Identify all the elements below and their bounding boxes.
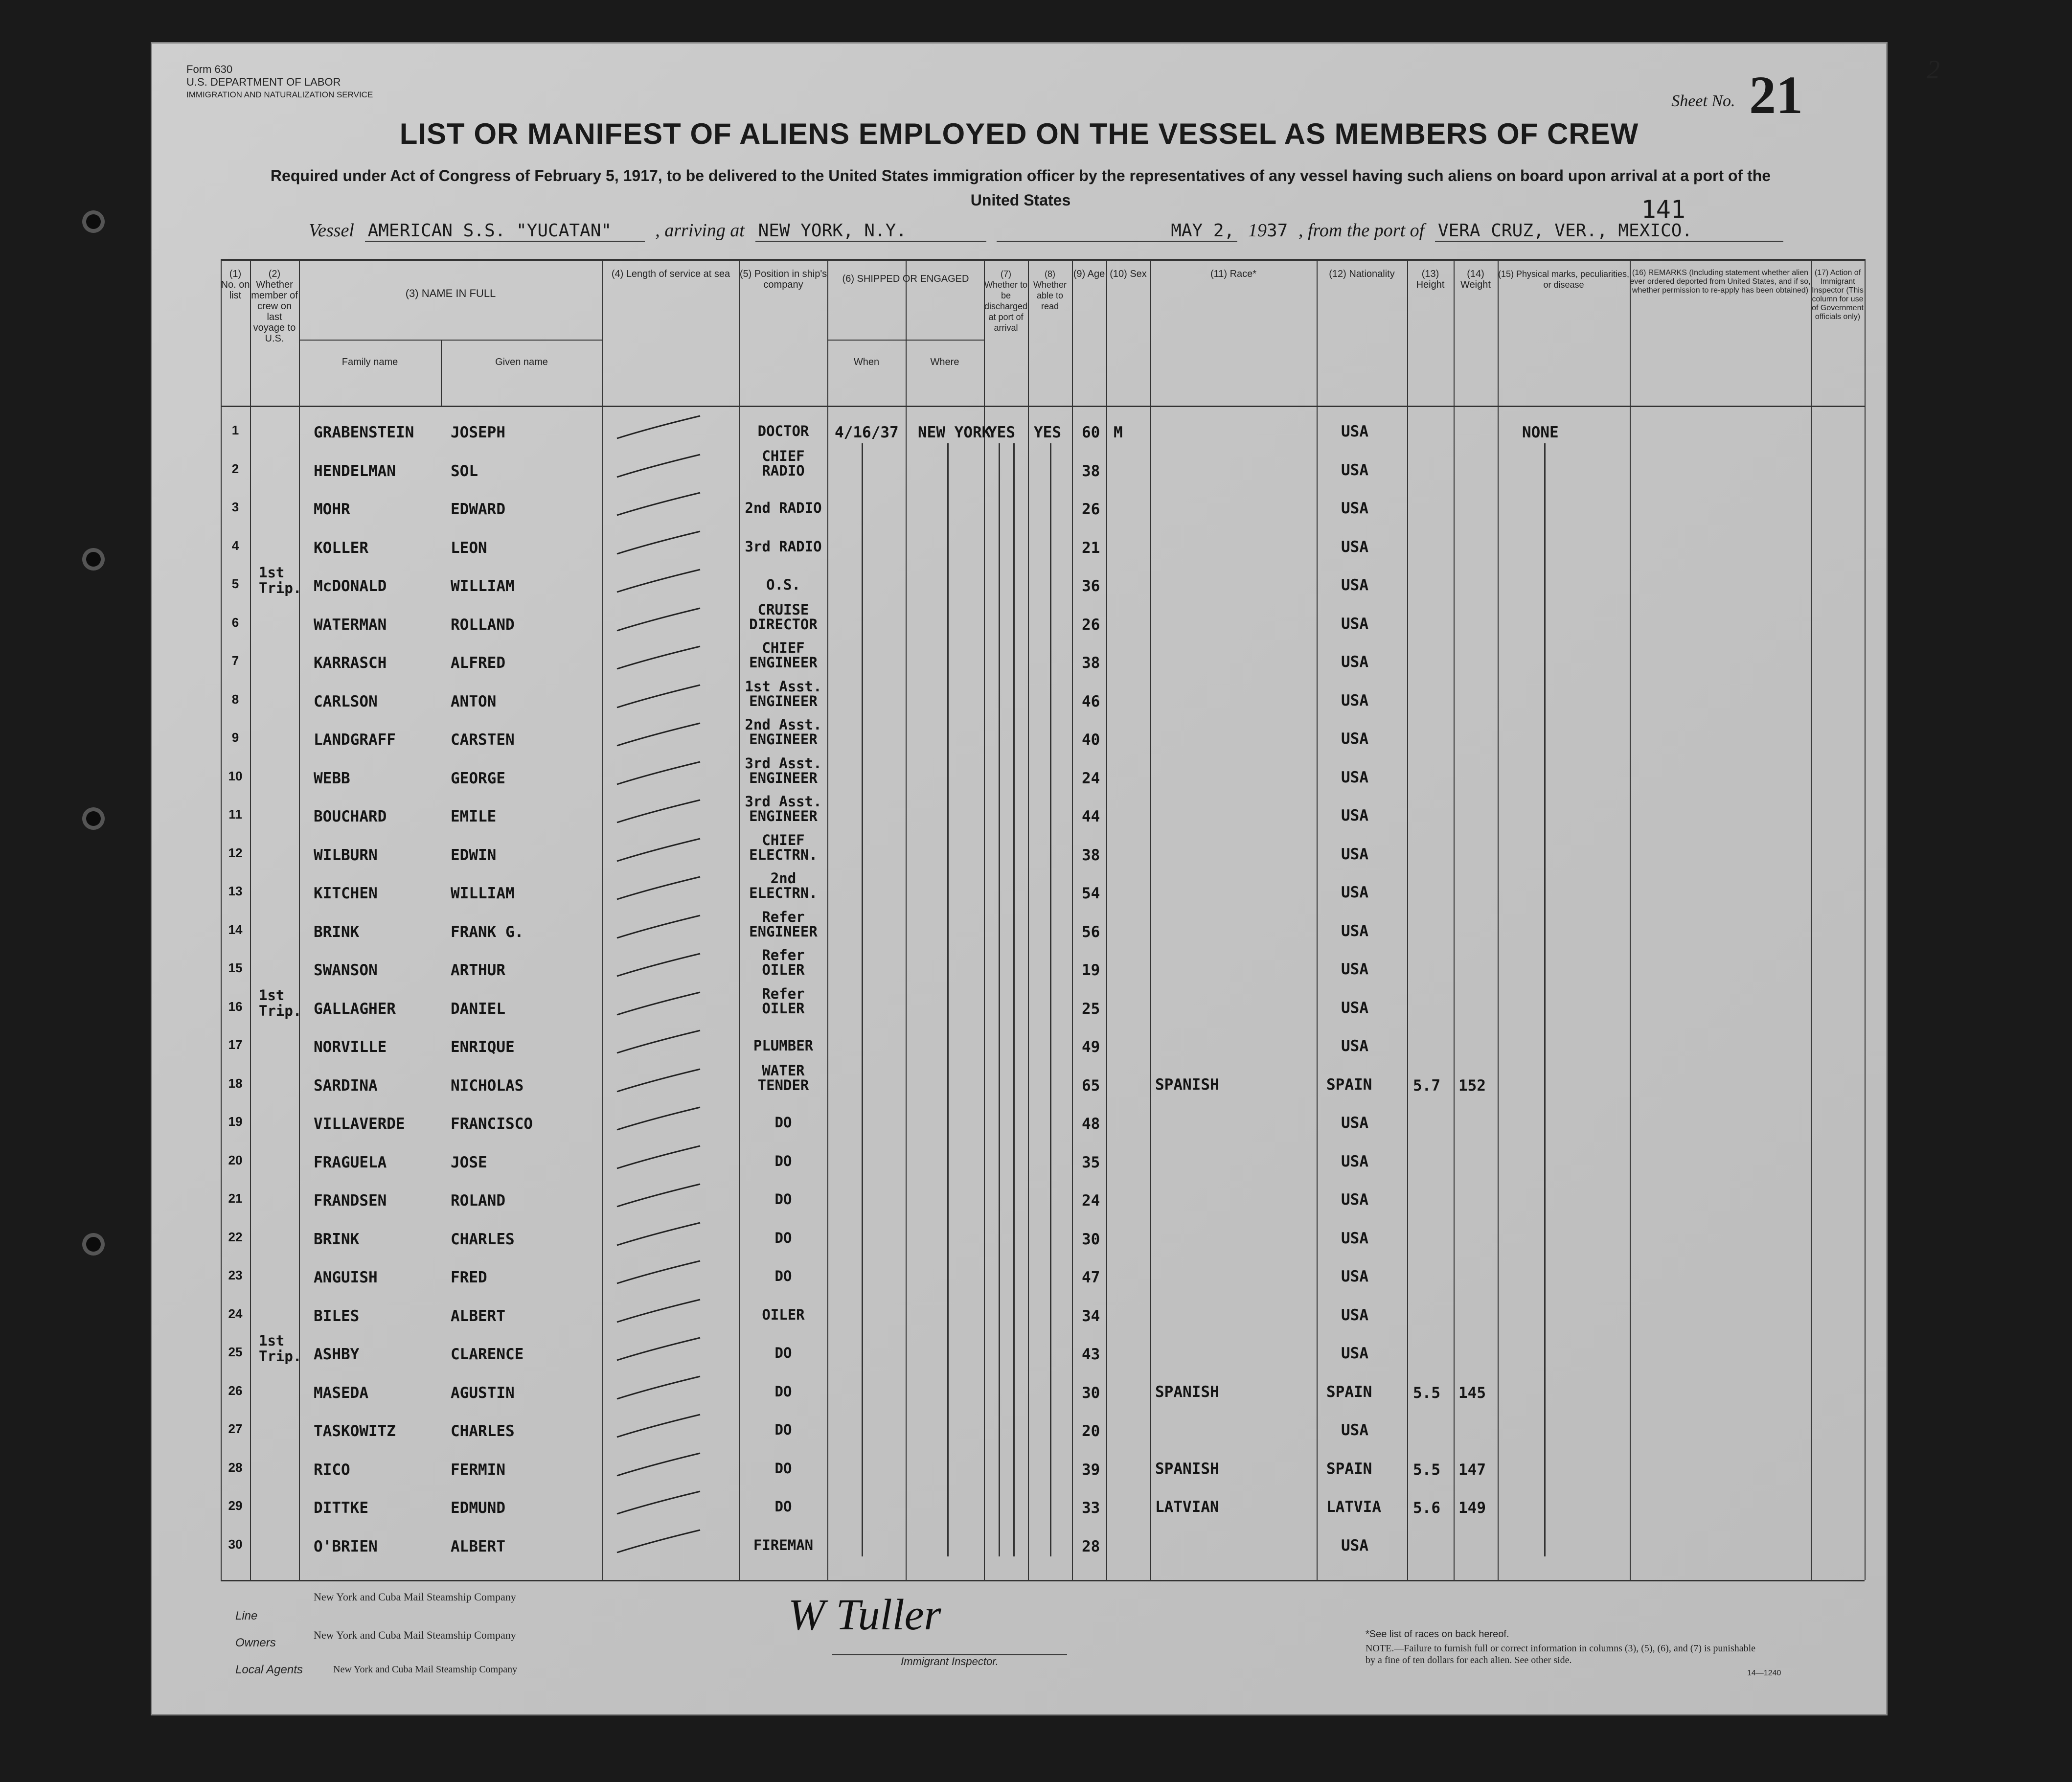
row-number: 5 [231, 576, 239, 591]
age: 44 [1082, 808, 1100, 825]
row-number: 17 [228, 1037, 243, 1052]
given-name: EDWARD [451, 501, 505, 518]
inspector-label: Immigrant Inspector. [832, 1654, 1067, 1668]
position-line: DO [774, 1421, 792, 1438]
position-line: DO [774, 1191, 792, 1208]
family-name: SWANSON [314, 961, 378, 979]
inspector-signature: W Tuller [788, 1591, 941, 1639]
weight: 145 [1458, 1384, 1486, 1402]
races-note: *See list of races on back hereof. [1366, 1629, 1509, 1640]
header-nationality: (12) Nationality [1329, 269, 1395, 279]
row-number: 23 [228, 1268, 243, 1282]
given-name: DANIEL [451, 1000, 505, 1018]
age: 39 [1082, 1461, 1100, 1479]
row-number: 2 [231, 461, 239, 476]
family-name: MASEDA [314, 1384, 368, 1402]
header-where: Where [930, 357, 959, 367]
age: 54 [1082, 885, 1100, 902]
position-line: Refer [762, 947, 805, 963]
nationality: USA [1341, 538, 1368, 556]
row-number: 9 [231, 730, 239, 745]
serial-number: 141 [1641, 195, 1685, 224]
family-name: DITTKE [314, 1499, 368, 1517]
position-line: 3rd Asst. [745, 754, 822, 772]
position-line: 3rd RADIO [745, 538, 822, 555]
header-read: (8) Whether able to read [1033, 269, 1067, 311]
header-remarks: (16) REMARKS (Including statement whether alien ever ordered deported from United States, and if so, whether permission to re-apply has been obtained) [1630, 269, 1811, 295]
nationality: USA [1341, 730, 1368, 748]
age: 46 [1082, 692, 1100, 710]
row-number: 21 [228, 1191, 243, 1206]
row-number: 22 [228, 1229, 243, 1244]
year-prefix: 19 [1248, 220, 1267, 241]
given-name: ARTHUR [451, 961, 505, 979]
age: 24 [1082, 769, 1100, 787]
binding-hole [82, 210, 105, 233]
age: 19 [1082, 961, 1100, 979]
read-value: YES [1034, 424, 1061, 441]
family-name: ANGUISH [314, 1269, 378, 1286]
family-name: KOLLER [314, 539, 368, 557]
row-number: 16 [228, 999, 243, 1014]
family-name: BRINK [314, 1230, 360, 1248]
discharged-value: YES [988, 424, 1015, 441]
first-trip-note: 1st Trip. [259, 564, 302, 596]
position-line: OILER [762, 1306, 805, 1323]
race: LATVIAN [1155, 1498, 1219, 1516]
arrival-port: NEW YORK, N.Y. [755, 221, 986, 242]
nationality: USA [1341, 1421, 1368, 1439]
header-family-name: Family name [342, 357, 398, 367]
position-line: Refer [762, 985, 805, 1002]
row-number: 25 [228, 1345, 243, 1359]
position-line: 2nd Asst. [745, 716, 822, 733]
family-name: KITCHEN [314, 885, 378, 902]
fine-note: NOTE.—Failure to furnish full or correct information in columns (3), (5), (6), and (7) is punishable by a fine of ten dollars for each alien. See other side. [1366, 1643, 1756, 1666]
header-discharged: (7) Whether to be discharged at port of arrival [984, 269, 1028, 333]
nationality: USA [1341, 922, 1368, 940]
position-line: TENDER [757, 1076, 809, 1094]
family-name: GRABENSTEIN [314, 424, 414, 441]
position-line: ENGINEER [749, 808, 818, 824]
nationality: USA [1341, 1037, 1368, 1055]
row-number: 8 [231, 691, 239, 707]
age: 20 [1082, 1422, 1100, 1440]
row-number: 26 [228, 1383, 243, 1398]
given-name: CHARLES [451, 1422, 515, 1440]
family-name: RICO [314, 1461, 350, 1479]
row-number: 19 [228, 1114, 243, 1129]
family-name: WATERMAN [314, 616, 387, 634]
row-number: 3 [231, 500, 239, 514]
age: 24 [1082, 1192, 1100, 1210]
given-name: FRANCISCO [451, 1115, 533, 1133]
family-name: McDONALD [314, 577, 387, 595]
print-code: 14—1240 [1747, 1669, 1781, 1677]
family-name: WEBB [314, 769, 350, 787]
page-subtitle: Required under Act of Congress of February 5, 1917, to be delivered to the United States immigration officer by the representatives of any vessel having such aliens on board upon arrival at a port of the United States [270, 167, 1771, 209]
position-line: CHIEF [762, 831, 805, 848]
height: 5.6 [1413, 1499, 1440, 1517]
header-race: (11) Race* [1210, 269, 1257, 279]
nationality: USA [1341, 615, 1368, 633]
position-line: DO [774, 1345, 792, 1361]
age: 33 [1082, 1499, 1100, 1517]
owners-value: New York and Cuba Mail Steamship Company [314, 1629, 516, 1641]
binding-hole [82, 548, 105, 571]
position-line: PLUMBER [753, 1037, 814, 1054]
weight: 149 [1458, 1499, 1486, 1517]
position-line: 3rd Asst. [745, 793, 822, 810]
nationality: USA [1341, 461, 1368, 479]
race: SPANISH [1155, 1383, 1219, 1401]
nationality: USA [1341, 1268, 1368, 1285]
age: 21 [1082, 539, 1100, 557]
nationality: USA [1341, 845, 1368, 863]
shipped-where: NEW YORK [918, 424, 991, 441]
position-line: DO [774, 1114, 792, 1131]
given-name: ALBERT [451, 1307, 505, 1325]
agents-label: Local Agents [235, 1663, 303, 1676]
family-name: BRINK [314, 923, 360, 941]
corner-mark: 2 [1927, 55, 1940, 84]
row-number: 12 [228, 845, 243, 860]
given-name: EDWIN [451, 846, 497, 864]
age: 65 [1082, 1076, 1100, 1095]
first-trip-note: 1st Trip. [259, 986, 302, 1019]
row-number: 1 [231, 423, 239, 437]
row-number: 4 [231, 538, 239, 553]
age: 38 [1082, 462, 1100, 480]
height: 5.7 [1413, 1076, 1440, 1095]
family-name: O'BRIEN [314, 1537, 378, 1555]
family-name: FRANDSEN [314, 1192, 387, 1210]
service: IMMIGRATION AND NATURALIZATION SERVICE [186, 90, 373, 99]
position-line: OILER [762, 961, 805, 978]
header-no: (1) No. on list [221, 269, 250, 301]
weight: 152 [1458, 1076, 1486, 1095]
given-name: WILLIAM [451, 885, 515, 902]
family-name: MOHR [314, 501, 350, 518]
age: 26 [1082, 616, 1100, 634]
position-line: CHIEF [762, 640, 805, 656]
given-name: NICHOLAS [451, 1076, 524, 1095]
nationality: SPAIN [1326, 1075, 1372, 1094]
nationality: USA [1341, 999, 1368, 1017]
nationality: SPAIN [1326, 1383, 1372, 1401]
position-line: DO [774, 1268, 792, 1284]
row-number: 24 [228, 1306, 243, 1321]
family-name: ASHBY [314, 1346, 360, 1363]
header-position: (5) Position in ship's company [739, 269, 827, 290]
position-line: Refer [762, 908, 805, 925]
header-length-service: (4) Length of service at sea [611, 269, 730, 279]
row-number: 11 [228, 807, 242, 822]
row-number: 27 [228, 1421, 243, 1436]
physical-marks-value: NONE [1522, 424, 1559, 441]
given-name: CLARENCE [451, 1346, 524, 1363]
given-name: ROLLAND [451, 616, 515, 634]
given-name: EDMUND [451, 1499, 505, 1517]
row-number: 28 [228, 1460, 243, 1475]
position-line: DO [774, 1460, 792, 1477]
binding-hole [82, 807, 105, 830]
family-name: LANDGRAFF [314, 731, 396, 749]
row-number: 18 [228, 1075, 243, 1091]
position-line: CHIEF [762, 447, 805, 464]
given-name: FRANK G. [451, 923, 524, 941]
given-name: FRED [451, 1269, 487, 1286]
position-line: DIRECTOR [749, 616, 818, 633]
nationality: USA [1341, 653, 1368, 671]
arrival-date: MAY 2, [997, 221, 1237, 242]
nationality: USA [1341, 500, 1368, 517]
age: 34 [1082, 1307, 1100, 1325]
age: 38 [1082, 654, 1100, 672]
position-line: 2nd RADIO [745, 500, 822, 516]
position-line: O.S. [766, 576, 800, 593]
binding-hole [82, 1233, 105, 1256]
given-name: ALBERT [451, 1537, 505, 1555]
row-number: 7 [231, 653, 239, 668]
position-line: RADIO [762, 462, 805, 479]
age: 43 [1082, 1346, 1100, 1363]
row-number: 20 [228, 1152, 243, 1167]
first-trip-note: 1st Trip. [259, 1332, 302, 1365]
age: 30 [1082, 1230, 1100, 1248]
company-top: New York and Cuba Mail Steamship Company [314, 1591, 516, 1603]
from-label: , from the port of [1298, 220, 1425, 241]
given-name: ALFRED [451, 654, 505, 672]
header-last-voyage: (2) Whether member of crew on last voyage to U.S. [251, 269, 298, 344]
header-shipped: (6) SHIPPED OR ENGAGED [842, 274, 969, 284]
vessel-label: Vessel [309, 220, 354, 241]
position-line: DO [774, 1152, 792, 1169]
family-name: KARRASCH [314, 654, 387, 672]
position-line: 2nd [770, 870, 797, 887]
nationality: USA [1341, 960, 1368, 978]
row-number: 30 [228, 1536, 243, 1552]
position-line: DO [774, 1498, 792, 1515]
given-name: EMILE [451, 808, 497, 825]
height: 5.5 [1413, 1461, 1440, 1479]
row-number: 15 [228, 960, 243, 975]
row-number: 14 [228, 922, 243, 937]
age: 47 [1082, 1269, 1100, 1286]
age: 36 [1082, 577, 1100, 595]
header-given-name: Given name [495, 357, 548, 367]
nationality: USA [1341, 1229, 1368, 1247]
header-when: When [853, 357, 880, 367]
position-line: CRUISE [757, 601, 809, 618]
age: 56 [1082, 923, 1100, 941]
position-line: 1st Asst. [745, 678, 822, 695]
family-name: VILLAVERDE [314, 1115, 405, 1133]
header-action: (17) Action of Immigrant Inspector (This column for use of Government officials only) [1812, 269, 1864, 321]
family-name: TASKOWITZ [314, 1422, 396, 1440]
position-line: DO [774, 1383, 792, 1400]
manifest-sheet [151, 42, 1940, 1715]
footer [152, 44, 1886, 1714]
form-number: Form 630 [186, 63, 233, 75]
nationality: USA [1341, 1536, 1368, 1554]
given-name: JOSEPH [451, 424, 505, 441]
nationality: USA [1341, 1345, 1368, 1362]
age: 28 [1082, 1537, 1100, 1555]
given-name: ANTON [451, 692, 497, 710]
family-name: HENDELMAN [314, 462, 396, 480]
header-age: (9) Age [1073, 269, 1105, 279]
age: 60 [1082, 424, 1100, 441]
sex-value: M [1114, 424, 1123, 441]
nationality: USA [1341, 423, 1368, 440]
row-number: 29 [228, 1498, 243, 1513]
row-number: 13 [228, 884, 243, 898]
header-weight: (14) Weight [1460, 269, 1491, 290]
position-line: ENGINEER [749, 654, 818, 671]
weight: 147 [1458, 1461, 1486, 1479]
position-line: WATER [762, 1062, 805, 1079]
nationality: USA [1341, 1306, 1368, 1324]
age: 30 [1082, 1384, 1100, 1402]
family-name: CARLSON [314, 692, 378, 710]
header-physical-marks: (15) Physical marks, peculiarities, or disease [1498, 269, 1630, 290]
agents-value: New York and Cuba Mail Steamship Company [333, 1664, 518, 1675]
row-number: 6 [231, 615, 239, 630]
given-name: WILLIAM [451, 577, 515, 595]
nationality: USA [1341, 576, 1368, 594]
vessel-name: AMERICAN S.S. "YUCATAN" [365, 221, 645, 242]
department: U.S. DEPARTMENT OF LABOR [186, 76, 341, 88]
position-line: ELECTRN. [749, 885, 818, 901]
family-name: BILES [314, 1307, 360, 1325]
shipped-when: 4/16/37 [835, 424, 899, 441]
nationality: LATVIA [1326, 1498, 1381, 1516]
given-name: ROLAND [451, 1192, 505, 1210]
nationality: USA [1341, 1114, 1368, 1132]
family-name: FRAGUELA [314, 1153, 387, 1171]
position-line: DO [774, 1229, 792, 1246]
race: SPANISH [1155, 1460, 1219, 1478]
sheet-value: 21 [1749, 65, 1803, 125]
age: 35 [1082, 1153, 1100, 1171]
given-name: CHARLES [451, 1230, 515, 1248]
nationality: USA [1341, 691, 1368, 709]
age: 26 [1082, 501, 1100, 518]
age: 48 [1082, 1115, 1100, 1133]
page-title: LIST OR MANIFEST OF ALIENS EMPLOYED ON THE VESSEL AS MEMBERS OF CREW [399, 117, 1639, 150]
position-line: ENGINEER [749, 923, 818, 940]
line-label: Line [235, 1609, 258, 1622]
position-line: ENGINEER [749, 731, 818, 748]
family-name: WILBURN [314, 846, 378, 864]
position-line: ENGINEER [749, 692, 818, 709]
sheet-label: Sheet No. [1671, 92, 1735, 110]
given-name: JOSE [451, 1153, 487, 1171]
nationality: USA [1341, 1191, 1368, 1209]
given-name: GEORGE [451, 769, 505, 787]
age: 49 [1082, 1038, 1100, 1056]
nationality: SPAIN [1326, 1460, 1372, 1478]
age: 40 [1082, 731, 1100, 749]
age: 38 [1082, 846, 1100, 864]
given-name: FERMIN [451, 1461, 505, 1479]
owners-label: Owners [235, 1636, 276, 1649]
position-line: FIREMAN [753, 1536, 814, 1554]
nationality: USA [1341, 1152, 1368, 1170]
family-name: SARDINA [314, 1076, 378, 1095]
family-name: BOUCHARD [314, 808, 387, 825]
nationality: USA [1341, 807, 1368, 824]
family-name: NORVILLE [314, 1038, 387, 1056]
given-name: AGUSTIN [451, 1384, 515, 1402]
given-name: LEON [451, 539, 487, 557]
header-sex: (10) Sex [1110, 269, 1147, 279]
header-height: (13) Height [1416, 269, 1445, 290]
given-name: ENRIQUE [451, 1038, 515, 1056]
arrival-year: 37 [1266, 221, 1288, 241]
arriving-label: , arriving at [655, 220, 745, 241]
position-line: ENGINEER [749, 769, 818, 786]
header-name: (3) NAME IN FULL [405, 287, 496, 299]
origin-port: VERA CRUZ, VER., MEXICO. [1435, 221, 1783, 242]
row-number: 10 [228, 768, 243, 783]
height: 5.5 [1413, 1384, 1440, 1402]
position-line: OILER [762, 1000, 805, 1017]
age: 25 [1082, 1000, 1100, 1018]
race: SPANISH [1155, 1075, 1219, 1094]
given-name: CARSTEN [451, 731, 515, 749]
position-line: DOCTOR [757, 423, 809, 439]
family-name: GALLAGHER [314, 1000, 396, 1018]
nationality: USA [1341, 768, 1368, 786]
nationality: USA [1341, 884, 1368, 901]
position-line: ELECTRN. [749, 846, 818, 863]
given-name: SOL [451, 462, 478, 480]
